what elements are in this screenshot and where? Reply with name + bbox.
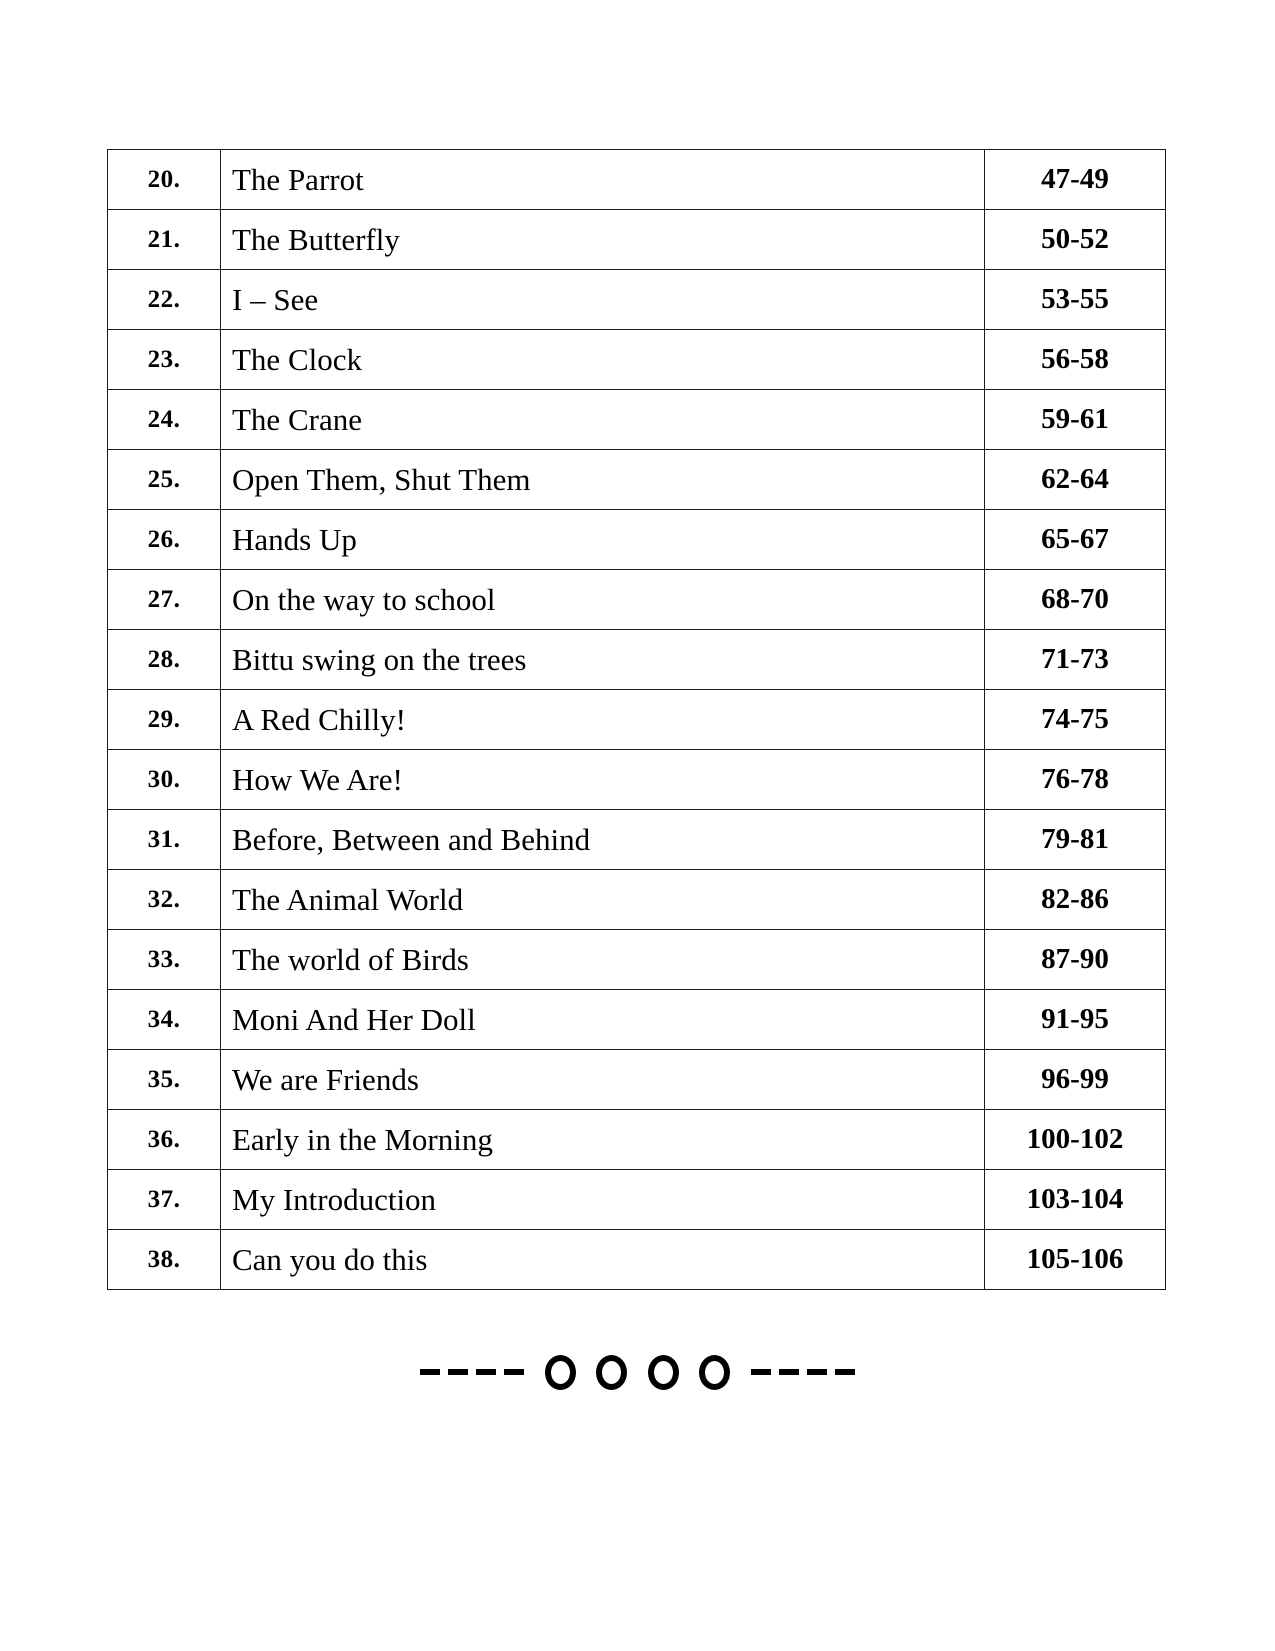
lesson-title: The Animal World: [221, 870, 985, 930]
page-range: 53-55: [985, 270, 1166, 330]
lesson-title: On the way to school: [221, 570, 985, 630]
dash-icon: [751, 1369, 771, 1375]
table-row: [108, 810, 1166, 870]
lesson-number: 37.: [108, 1170, 221, 1230]
page-range: 62-64: [985, 450, 1166, 510]
dash-icon: [448, 1369, 468, 1375]
lesson-title: A Red Chilly!: [221, 690, 985, 750]
table-row: [108, 210, 1166, 270]
table-row: [108, 570, 1166, 630]
lesson-number: 24.: [108, 390, 221, 450]
lesson-number: 32.: [108, 870, 221, 930]
lesson-number: 26.: [108, 510, 221, 570]
page-range: 47-49: [985, 150, 1166, 210]
lesson-number: 28.: [108, 630, 221, 690]
lesson-title: How We Are!: [221, 750, 985, 810]
table-row: [108, 750, 1166, 810]
page-range: 100-102: [985, 1110, 1166, 1170]
lesson-number: 23.: [108, 330, 221, 390]
table-row: [108, 990, 1166, 1050]
lesson-number: 33.: [108, 930, 221, 990]
table-row: [108, 930, 1166, 990]
lesson-number: 21.: [108, 210, 221, 270]
page-range: 71-73: [985, 630, 1166, 690]
page-range: 96-99: [985, 1050, 1166, 1110]
lesson-title: We are Friends: [221, 1050, 985, 1110]
table-row: [108, 630, 1166, 690]
table-row: [108, 690, 1166, 750]
lesson-title: Can you do this: [221, 1230, 985, 1290]
dash-icon: [807, 1369, 827, 1375]
lesson-title: Moni And Her Doll: [221, 990, 985, 1050]
page-range: 50-52: [985, 210, 1166, 270]
table-row: [108, 450, 1166, 510]
table-row: [108, 150, 1166, 210]
lesson-number: 31.: [108, 810, 221, 870]
table-row: [108, 330, 1166, 390]
dashes-and-rings-ornament-icon: [420, 1352, 855, 1392]
dash-icon: [504, 1369, 524, 1375]
lesson-title: Bittu swing on the trees: [221, 630, 985, 690]
page-range: 56-58: [985, 330, 1166, 390]
page-range: 79-81: [985, 810, 1166, 870]
contents-table: [107, 149, 1166, 1290]
dash-icon: [476, 1369, 496, 1375]
lesson-title: The Parrot: [221, 150, 985, 210]
page-range: 87-90: [985, 930, 1166, 990]
page-range: 59-61: [985, 390, 1166, 450]
right-dashes: [751, 1369, 855, 1375]
left-dashes: [420, 1369, 524, 1375]
lesson-number: 22.: [108, 270, 221, 330]
table-row: [108, 1230, 1166, 1290]
lesson-number: 30.: [108, 750, 221, 810]
page-range: 105-106: [985, 1230, 1166, 1290]
table-row: [108, 270, 1166, 330]
lesson-number: 20.: [108, 150, 221, 210]
page-range: 91-95: [985, 990, 1166, 1050]
dash-icon: [835, 1369, 855, 1375]
table-row: [108, 510, 1166, 570]
page-range: 82-86: [985, 870, 1166, 930]
lesson-title: The Butterfly: [221, 210, 985, 270]
lesson-title: I – See: [221, 270, 985, 330]
lesson-number: 27.: [108, 570, 221, 630]
lesson-number: 36.: [108, 1110, 221, 1170]
table-row: [108, 1110, 1166, 1170]
lesson-number: 34.: [108, 990, 221, 1050]
ring-icon: [545, 1355, 576, 1390]
page-range: 68-70: [985, 570, 1166, 630]
lesson-title: The world of Birds: [221, 930, 985, 990]
table-row: [108, 870, 1166, 930]
page-range: 103-104: [985, 1170, 1166, 1230]
page-range: 76-78: [985, 750, 1166, 810]
ring-icon: [648, 1355, 679, 1390]
table-row: [108, 1050, 1166, 1110]
lesson-number: 29.: [108, 690, 221, 750]
table-row: [108, 390, 1166, 450]
dash-icon: [779, 1369, 799, 1375]
page-range: 74-75: [985, 690, 1166, 750]
lesson-title: Before, Between and Behind: [221, 810, 985, 870]
table-row: [108, 1170, 1166, 1230]
lesson-number: 25.: [108, 450, 221, 510]
lesson-number: 35.: [108, 1050, 221, 1110]
ring-icon: [596, 1355, 627, 1390]
page-range: 65-67: [985, 510, 1166, 570]
lesson-title: Early in the Morning: [221, 1110, 985, 1170]
contents-table-body: [108, 150, 1166, 1290]
lesson-number: 38.: [108, 1230, 221, 1290]
lesson-title: Hands Up: [221, 510, 985, 570]
lesson-title: The Clock: [221, 330, 985, 390]
lesson-title: The Crane: [221, 390, 985, 450]
ring-icon: [699, 1355, 730, 1390]
dash-icon: [420, 1369, 440, 1375]
lesson-title: Open Them, Shut Them: [221, 450, 985, 510]
lesson-title: My Introduction: [221, 1170, 985, 1230]
